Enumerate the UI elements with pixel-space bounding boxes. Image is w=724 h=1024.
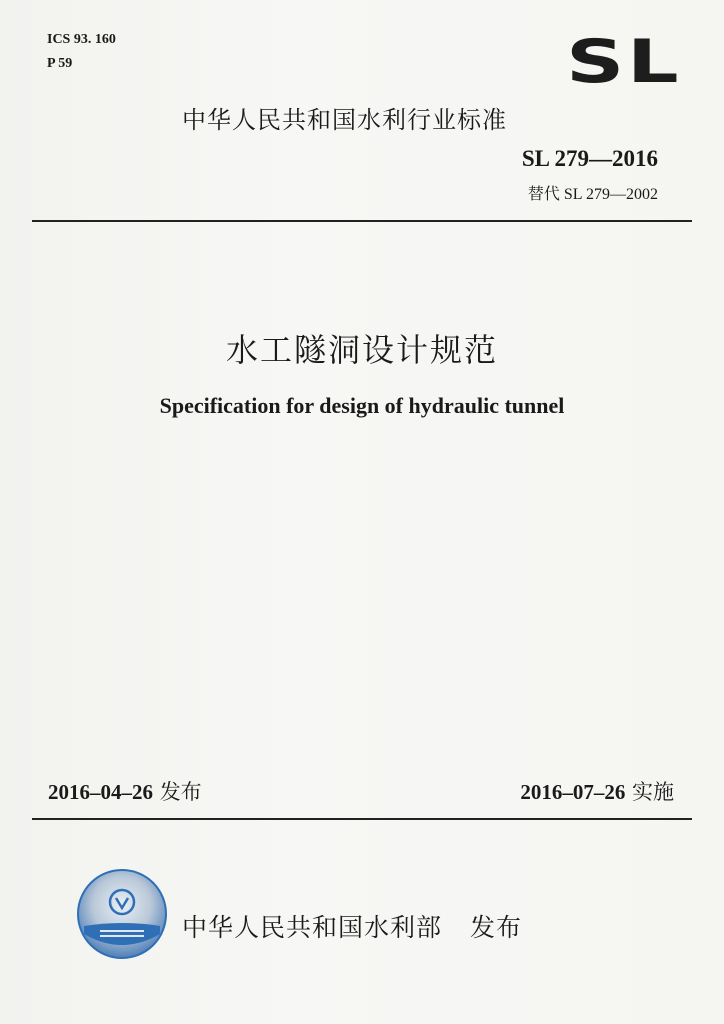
implementation-label: 实施 [632,780,674,804]
publisher [182,908,522,944]
document-title-en: Specification for design of hydraulic tunnel [159,393,565,418]
publisher-name: 中华人民共和国水利部 [182,913,443,942]
sl-logo: SL [566,27,682,97]
replaces-standard: 替代 SL 279—2002 [527,186,658,203]
implementation-date [520,776,674,806]
publisher-action: 发布 [470,913,523,942]
standard-number: SL 279—2016 [521,146,658,171]
issue-date [48,776,202,806]
bottom-divider [32,818,692,820]
anti-counterfeit-seal-icon [76,868,168,960]
issue-label: 发布 [159,780,202,804]
top-divider [32,220,692,222]
issue-date-value: 2016–04–26 [48,780,153,804]
implementation-date-value: 2016–07–26 [520,780,626,804]
document-title-cn: 水工隧洞设计规范 [225,331,498,369]
standard-category-title: 中华人民共和国水利行业标准 [182,106,507,134]
classification-code: P 59 [47,56,73,71]
ics-code: ICS 93. 160 [47,32,116,47]
